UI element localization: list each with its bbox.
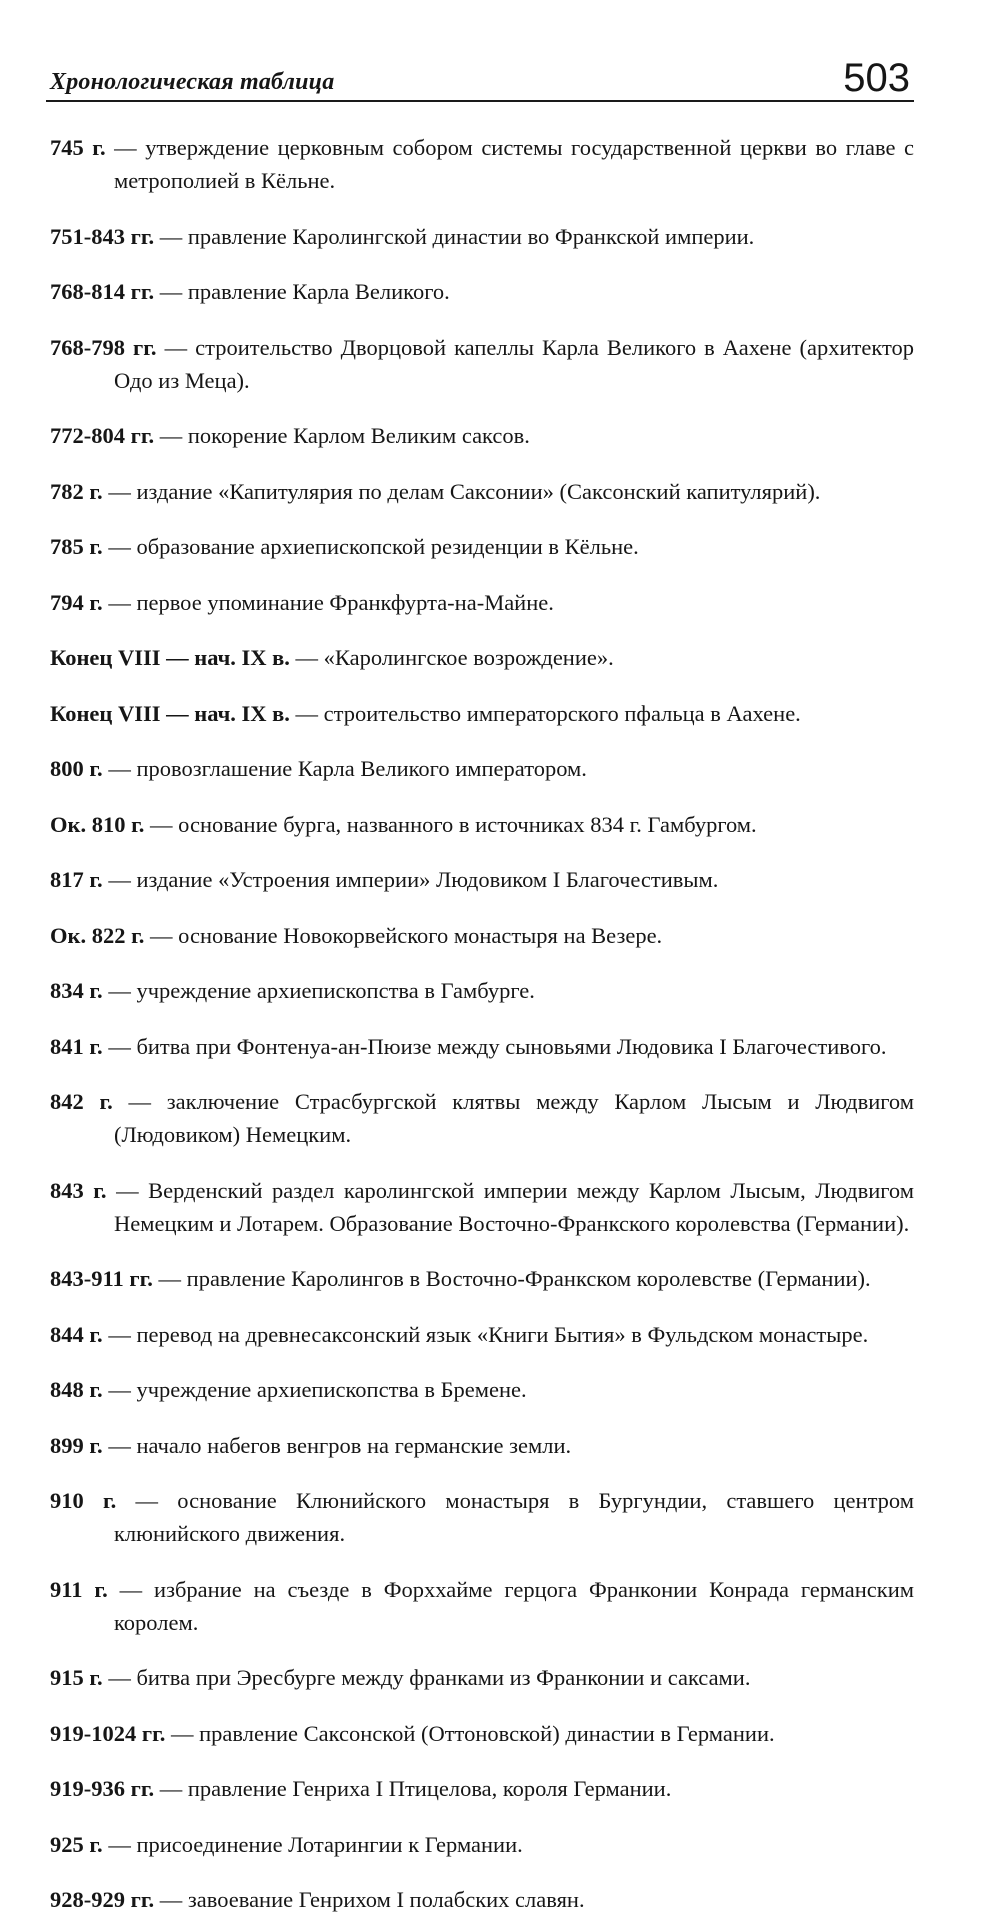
entry-text: — провозглашение Карла Великого императором. (102, 756, 587, 781)
chronology-entry (50, 1030, 914, 1063)
chronology-entry (50, 641, 914, 674)
book-page (46, 40, 914, 1916)
entry-date: 768-814 гг. (50, 279, 155, 304)
chronology-entry (50, 974, 914, 1007)
entry-date: 848 г. (50, 1377, 103, 1402)
entry-text: — образование архиепископской резиденции в Кёльне. (102, 534, 639, 559)
entry-text: — битва при Фонтенуа-ан-Пюизе между сыновьями Людовика I Благочестивого. (102, 1033, 887, 1059)
entry-date: 782 г. (50, 478, 103, 504)
chronology-entry (50, 1429, 914, 1462)
chronology-entry (50, 1661, 914, 1694)
entry-text: — первое упоминание Франкфурта-на-Майне. (102, 589, 554, 615)
chronology-entry (50, 475, 914, 508)
chronology-entry (50, 419, 914, 452)
entry-text: — битва при Эресбурге между франками из Франконии и саксами. (102, 1665, 751, 1690)
entry-text: — «Каролингское возрождение». (289, 645, 614, 670)
chronology-entry (50, 1717, 914, 1750)
entry-text: — утверждение церковным собором системы государственной церкви во главе с метрополией в Кёльне. (105, 135, 914, 193)
entry-text: — издание «Капитулярия по делам Саксонии» (Саксонский капитулярий). (102, 478, 821, 504)
entry-date: 800 г. (50, 756, 103, 781)
entry-date: Ок. 822 г. (50, 922, 145, 948)
entry-text: — основание Клюнийского монастыря в Бургундии, ставшего центром клюнийского движения. (114, 1488, 914, 1546)
entry-date: 844 г. (50, 1321, 103, 1347)
entry-text: — строительство Дворцовой капеллы Карла Великого в Аахене (архитектор Одо из Меца). (114, 334, 914, 393)
entry-date: 919-1024 гг. (50, 1720, 166, 1746)
entry-date: Ок. 810 г. (50, 811, 145, 837)
entry-text: — заключение Страсбургской клятвы между Карлом Лысым и Людвигом (Людовиком) Немецким. (112, 1089, 914, 1147)
chronology-entry (50, 1318, 914, 1351)
entry-date: 899 г. (50, 1432, 103, 1458)
chronology-entry (50, 1262, 914, 1295)
entry-date: 772-804 гг. (50, 423, 155, 448)
entry-text: — правление Карла Великого. (154, 279, 450, 304)
entry-date: 794 г. (50, 589, 103, 615)
entry-text: — основание бурга, названного в источниках 834 г. Гамбургом. (144, 811, 757, 837)
entry-date: 843 г. (50, 1177, 107, 1203)
entry-text: — покорение Карлом Великим саксов. (154, 423, 530, 448)
entry-text: — завоевание Генрихом I полабских славян. (154, 1887, 585, 1912)
running-header (46, 40, 914, 102)
entry-date: 842 г. (50, 1089, 113, 1114)
entry-text: — присоединение Лотарингии к Германии. (102, 1831, 523, 1857)
chronology-entry (50, 530, 914, 563)
chronology-entry (50, 863, 914, 896)
entry-date: 910 г. (50, 1488, 117, 1513)
chronology-entry (50, 131, 914, 197)
chronology-entry (50, 1085, 914, 1151)
chronology-entry (50, 1772, 914, 1805)
chronology-entry (50, 586, 914, 619)
entry-date: 928-929 гг. (50, 1887, 155, 1912)
entry-date: 915 г. (50, 1665, 103, 1690)
entry-date: 785 г. (50, 534, 103, 559)
entry-date: Конец VIII — нач. IX в. (50, 700, 290, 726)
chronology-entry (50, 1573, 914, 1639)
entry-date: 841 г. (50, 1033, 103, 1059)
entry-date: 817 г. (50, 867, 103, 892)
chronology-entry (50, 919, 914, 952)
chronology-entry (50, 331, 914, 397)
chronology-list (46, 131, 914, 1916)
entry-text: — правление Саксонской (Оттоновской) династии в Германии. (165, 1720, 775, 1746)
entry-text: — издание «Устроения империи» Людовиком I Благочестивым. (102, 867, 719, 892)
entry-date: 843-911 гг. (50, 1266, 153, 1291)
entry-date: 925 г. (50, 1831, 103, 1857)
chronology-entry (50, 220, 914, 253)
entry-date: 911 г. (50, 1576, 108, 1602)
entry-text: — правление Генриха I Птицелова, короля Германии. (154, 1776, 672, 1801)
chronology-entry (50, 275, 914, 308)
entry-text: — избрание на съезде в Форххайме герцога Франконии Конрада германским королем. (107, 1576, 914, 1635)
entry-text: — перевод на древнесаксонский язык «Книги Бытия» в Фульдском монастыре. (102, 1321, 869, 1347)
entry-text: — правление Каролингской династии во Франкской империи. (154, 223, 755, 249)
section-title: Хронологическая таблица (50, 69, 335, 95)
entry-text: — правление Каролингов в Восточно-Франкском королевстве (Германии). (152, 1266, 871, 1291)
entry-text: — Верденский раздел каролингской империи между Карлом Лысым, Людвигом Немецким и Лотарем. Образование Восточно-Франкского королевства (Германии). (106, 1177, 914, 1236)
entry-text: — строительство императорского пфальца в Аахене. (289, 700, 801, 726)
entry-date: Конец VIII — нач. IX в. (50, 645, 290, 670)
page-number: 503 (843, 56, 910, 100)
entry-text: — начало набегов венгров на германские земли. (102, 1432, 572, 1458)
chronology-entry (50, 1828, 914, 1861)
chronology-entry (50, 1373, 914, 1406)
entry-text: — учреждение архиепископства в Гамбурге. (102, 978, 535, 1003)
entry-date: 751-843 гг. (50, 223, 155, 249)
chronology-entry (50, 752, 914, 785)
chronology-entry (50, 1883, 914, 1916)
entry-date: 834 г. (50, 978, 103, 1003)
entry-date: 745 г. (50, 135, 106, 160)
entry-text: — учреждение архиепископства в Бремене. (102, 1377, 527, 1402)
chronology-entry (50, 697, 914, 730)
entry-text: — основание Новокорвейского монастыря на Везере. (144, 922, 663, 948)
chronology-entry (50, 1484, 914, 1550)
entry-date: 919-936 гг. (50, 1776, 155, 1801)
chronology-entry (50, 1174, 914, 1240)
entry-date: 768-798 гг. (50, 334, 157, 360)
chronology-entry (50, 808, 914, 841)
